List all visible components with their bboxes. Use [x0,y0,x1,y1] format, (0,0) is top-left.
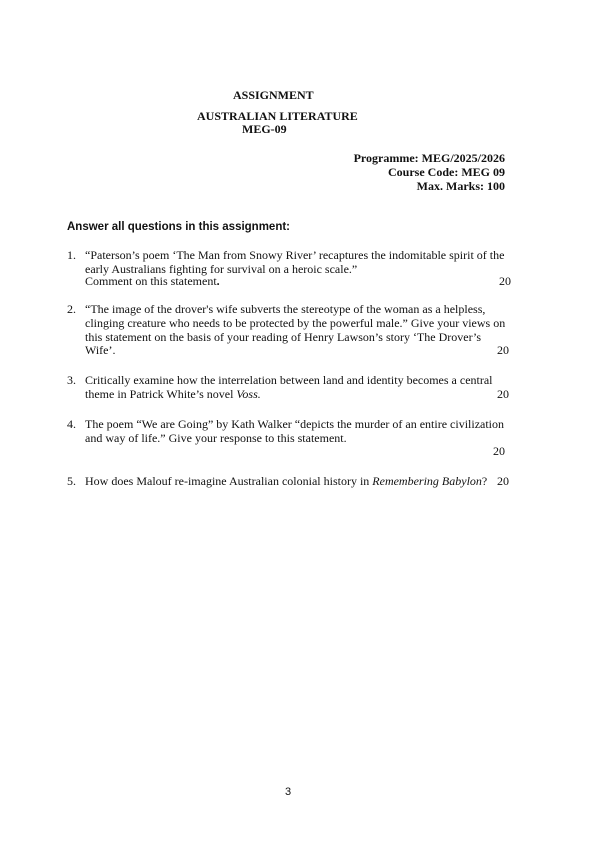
question-number: 1. [67,248,76,262]
question-line: early Australians fighting for survival on a heroic scale.” [85,262,358,276]
question-marks: 20 [497,343,509,357]
question-number: 5. [67,474,76,488]
question-line: clinging creature who needs to be protected by the powerful male.” Give your views on [85,316,506,330]
question-marks: 20 [499,274,511,288]
course-code-line: Course Code: MEG 09 [388,165,505,179]
question-marks: 20 [493,444,505,458]
question-line: this statement on the basis of your reading of Henry Lawson’s story ‘The Drover’s [85,330,482,344]
question-number: 3. [67,373,76,387]
question-line: “The image of the drover's wife subverts the stereotype of the woman as a helpless, [85,302,486,316]
instruction-text: Answer all questions in this assignment: [67,221,291,233]
question-line: The poem “We are Going” by Kath Walker “depicts the murder of an entire civilization [85,417,505,431]
question-marks: 20 [497,387,509,401]
novel-title: Remembering Babylon [372,474,482,488]
page-number: 3 [285,786,292,798]
max-marks-line: Max. Marks: 100 [416,179,505,193]
question-number: 4. [67,417,76,431]
question-marks: 20 [497,474,509,488]
question-line: “Paterson’s poem ‘The Man from Snowy River’ recaptures the indomitable spirit of the [85,248,505,262]
question-line: Wife’. [85,343,116,357]
document-subtitle: AUSTRALIAN LITERATURE [197,109,358,123]
question-line: theme in Patrick White’s novel Voss. [85,387,261,401]
question-line: Comment on this statement. [85,274,220,288]
question-line: How does Malouf re-imagine Australian colonial history in Remembering Babylon? [85,474,488,488]
question-number: 2. [67,302,76,316]
question-line: Critically examine how the interrelation between land and identity becomes a central [85,373,493,387]
course-code-heading: MEG-09 [242,122,287,136]
novel-title: Voss. [236,387,261,401]
document-title: ASSIGNMENT [233,88,314,102]
question-line: and way of life.” Give your response to this statement. [85,431,347,445]
programme-line: Programme: MEG/2025/2026 [353,151,505,165]
